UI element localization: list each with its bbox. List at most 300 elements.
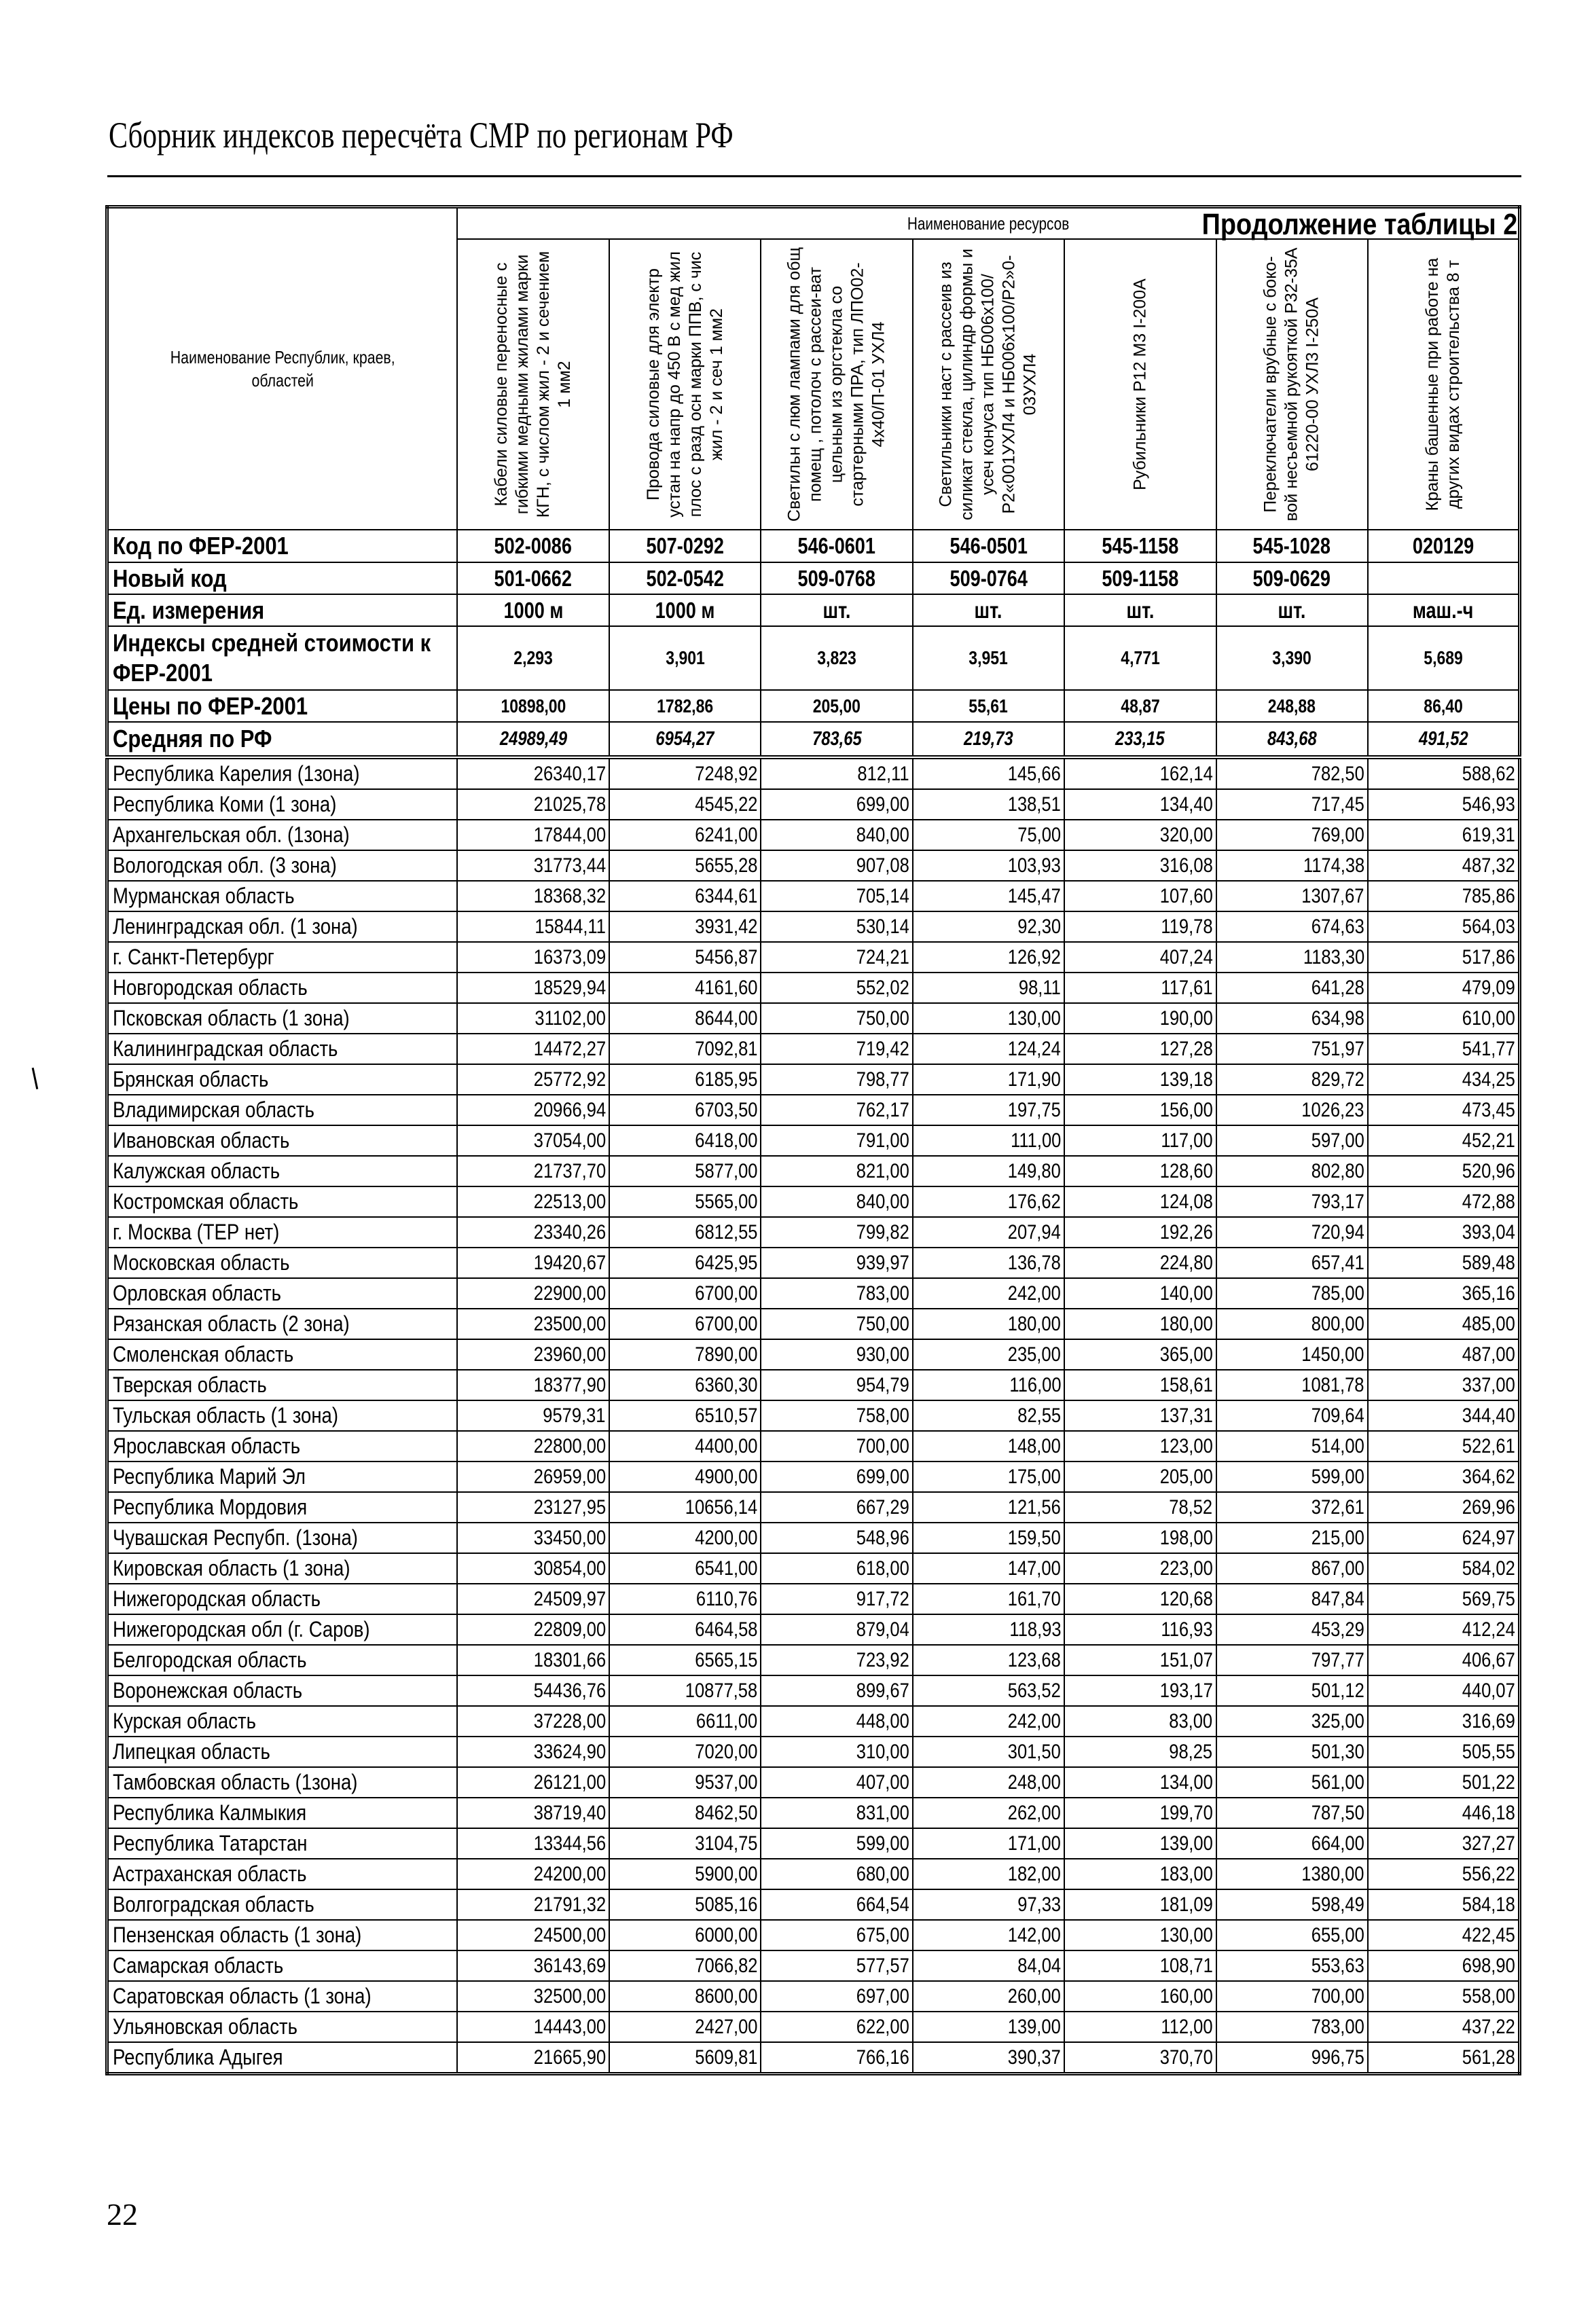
value-cell: 171,00 [913,1828,1064,1859]
value-cell: 907,08 [761,850,912,881]
region-name: Республика Адыгея [107,2042,458,2074]
value-cell: 680,00 [761,1859,912,1889]
meta-cell: 545-1158 [1064,530,1216,562]
region-name: Тамбовская область (1зона) [107,1767,458,1798]
value-cell: 6611,00 [609,1706,761,1737]
value-cell: 879,04 [761,1614,912,1645]
value-cell: 479,09 [1368,973,1520,1003]
value-cell: 6000,00 [609,1920,761,1950]
value-cell: 783,00 [761,1278,912,1309]
meta-cell: 509-0629 [1216,562,1368,594]
resource-column-header: Светильн с люм лампами для общ помещ , потолоч с рассеи-ват цельным из оргстекла со стартерными ПРА, тип ЛПО02-4х40/П-01 УХЛ4 [761,239,912,530]
value-cell: 589,48 [1368,1248,1520,1278]
meta-cell: 509-0764 [913,562,1064,594]
value-cell: 785,86 [1368,881,1520,911]
value-cell: 699,00 [761,789,912,820]
value-cell: 36143,69 [457,1950,609,1981]
meta-cell: 4,771 [1064,626,1216,690]
value-cell: 724,21 [761,942,912,973]
value-cell: 1026,23 [1216,1095,1368,1125]
value-cell: 619,31 [1368,820,1520,850]
meta-cell: 86,40 [1368,690,1520,722]
value-cell: 260,00 [913,1981,1064,2012]
value-cell: 569,75 [1368,1584,1520,1614]
value-cell: 1081,78 [1216,1370,1368,1400]
region-name: Астраханская область [107,1859,458,1889]
value-cell: 5877,00 [609,1156,761,1186]
value-cell: 584,18 [1368,1889,1520,1920]
value-cell: 130,00 [913,1003,1064,1034]
index-table [105,205,1521,2075]
meta-row-label: Цены по ФЕР-2001 [107,690,458,722]
table-row [107,1034,1520,1064]
table-row [107,1889,1520,1920]
page-number: 22 [107,2197,138,2232]
value-cell: 624,97 [1368,1523,1520,1553]
table-row [107,1309,1520,1339]
value-cell: 514,00 [1216,1431,1368,1461]
region-name: Чувашская Респубп. (1зона) [107,1523,458,1553]
value-cell: 541,77 [1368,1034,1520,1064]
value-cell: 23500,00 [457,1309,609,1339]
region-name: Смоленская область [107,1339,458,1370]
value-cell: 448,00 [761,1706,912,1737]
value-cell: 310,00 [761,1737,912,1767]
value-cell: 485,00 [1368,1309,1520,1339]
value-cell: 698,90 [1368,1950,1520,1981]
value-cell: 316,69 [1368,1706,1520,1737]
value-cell: 24500,00 [457,1920,609,1950]
meta-cell: 233,15 [1064,722,1216,757]
value-cell: 4545,22 [609,789,761,820]
value-cell: 700,00 [1216,1981,1368,2012]
region-name: Калужская область [107,1156,458,1186]
meta-cell: 2,293 [457,626,609,690]
meta-cell: 205,00 [761,690,912,722]
region-name: Архангельская обл. (1зона) [107,820,458,850]
table-row [107,1431,1520,1461]
value-cell: 22900,00 [457,1278,609,1309]
value-cell: 111,00 [913,1125,1064,1156]
value-cell: 548,96 [761,1523,912,1553]
value-cell: 655,00 [1216,1920,1368,1950]
value-cell: 183,00 [1064,1859,1216,1889]
value-cell: 766,16 [761,2042,912,2074]
value-cell: 434,25 [1368,1064,1520,1095]
value-cell: 4161,60 [609,973,761,1003]
value-cell: 899,67 [761,1675,912,1706]
value-cell: 156,00 [1064,1095,1216,1125]
table-row [107,911,1520,942]
region-name: Республика Калмыкия [107,1798,458,1828]
value-cell: 83,00 [1064,1706,1216,1737]
value-cell: 829,72 [1216,1064,1368,1095]
margin-mark [32,1068,39,1089]
value-cell: 107,60 [1064,881,1216,911]
region-name: Кировская область (1 зона) [107,1553,458,1584]
value-cell: 793,17 [1216,1186,1368,1217]
value-cell: 176,62 [913,1186,1064,1217]
value-cell: 412,24 [1368,1614,1520,1645]
table-row [107,1553,1520,1584]
value-cell: 18368,32 [457,881,609,911]
value-cell: 180,00 [1064,1309,1216,1339]
value-cell: 6541,00 [609,1553,761,1584]
value-cell: 32500,00 [457,1981,609,2012]
value-cell: 802,80 [1216,1156,1368,1186]
meta-cell: 48,87 [1064,690,1216,722]
value-cell: 148,00 [913,1431,1064,1461]
value-cell: 138,51 [913,789,1064,820]
region-name: Ленинградская обл. (1 зона) [107,911,458,942]
value-cell: 785,00 [1216,1278,1368,1309]
value-cell: 151,07 [1064,1645,1216,1675]
value-cell: 452,21 [1368,1125,1520,1156]
value-cell: 21665,90 [457,2042,609,2074]
value-cell: 406,67 [1368,1645,1520,1675]
value-cell: 123,68 [913,1645,1064,1675]
value-cell: 242,00 [913,1706,1064,1737]
value-cell: 831,00 [761,1798,912,1828]
value-cell: 18301,66 [457,1645,609,1675]
meta-cell: 502-0086 [457,530,609,562]
value-cell: 1174,38 [1216,850,1368,881]
value-cell: 6700,00 [609,1278,761,1309]
region-name: Воронежская область [107,1675,458,1706]
table-row [107,1981,1520,2012]
meta-cell: 1000 м [457,594,609,626]
value-cell: 750,00 [761,1309,912,1339]
meta-cell: 491,52 [1368,722,1520,757]
region-name: Вологодская обл. (3 зона) [107,850,458,881]
table-row [107,1461,1520,1492]
meta-cell: 3,390 [1216,626,1368,690]
value-cell: 517,86 [1368,942,1520,973]
value-cell: 147,00 [913,1553,1064,1584]
value-cell: 136,78 [913,1248,1064,1278]
value-cell: 182,00 [913,1859,1064,1889]
value-cell: 159,50 [913,1523,1064,1553]
region-name: Саратовская область (1 зона) [107,1981,458,2012]
table-row [107,1278,1520,1309]
value-cell: 242,00 [913,1278,1064,1309]
table-row [107,1095,1520,1125]
region-name: Тверская область [107,1370,458,1400]
value-cell: 21025,78 [457,789,609,820]
value-cell: 117,00 [1064,1125,1216,1156]
value-cell: 717,45 [1216,789,1368,820]
value-cell: 139,00 [913,2012,1064,2042]
region-name: Костромская область [107,1186,458,1217]
table-row [107,1859,1520,1889]
table-row [107,2012,1520,2042]
value-cell: 325,00 [1216,1706,1368,1737]
value-cell: 750,00 [761,1003,912,1034]
value-cell: 121,56 [913,1492,1064,1523]
value-cell: 13344,56 [457,1828,609,1859]
value-cell: 344,40 [1368,1400,1520,1431]
meta-cell: 248,88 [1216,690,1368,722]
value-cell: 797,77 [1216,1645,1368,1675]
value-cell: 787,50 [1216,1798,1368,1828]
value-cell: 126,92 [913,942,1064,973]
value-cell: 556,22 [1368,1859,1520,1889]
region-name: Белгородская область [107,1645,458,1675]
meta-cell: 509-1158 [1064,562,1216,594]
region-column-header: Наименование Республик, краев, областей [107,207,458,530]
region-name: Мурманская область [107,881,458,911]
region-name: Самарская область [107,1950,458,1981]
meta-cell: 546-0601 [761,530,912,562]
value-cell: 597,00 [1216,1125,1368,1156]
value-cell: 78,52 [1064,1492,1216,1523]
value-cell: 561,00 [1216,1767,1368,1798]
running-header: Сборник индексов пересчёта СМР по регионам РФ [109,115,734,156]
region-name: Московская область [107,1248,458,1278]
value-cell: 6425,95 [609,1248,761,1278]
value-cell: 723,92 [761,1645,912,1675]
value-cell: 31102,00 [457,1003,609,1034]
value-cell: 667,29 [761,1492,912,1523]
value-cell: 33624,90 [457,1737,609,1767]
meta-row-label: Индексы средней стоимости к ФЕР-2001 [107,626,458,690]
value-cell: 31773,44 [457,850,609,881]
meta-cell: 502-0542 [609,562,761,594]
value-cell: 6700,00 [609,1309,761,1339]
region-name: Калининградская область [107,1034,458,1064]
value-cell: 553,63 [1216,1950,1368,1981]
value-cell: 5900,00 [609,1859,761,1889]
value-cell: 530,14 [761,911,912,942]
table-row [107,1767,1520,1798]
meta-cell: 10898,00 [457,690,609,722]
table-row [107,820,1520,850]
region-name: Ульяновская область [107,2012,458,2042]
meta-cell: 545-1028 [1216,530,1368,562]
value-cell: 22809,00 [457,1614,609,1645]
value-cell: 26340,17 [457,757,609,789]
value-cell: 103,93 [913,850,1064,881]
value-cell: 198,00 [1064,1523,1216,1553]
value-cell: 134,00 [1064,1767,1216,1798]
value-cell: 751,97 [1216,1034,1368,1064]
value-cell: 21737,70 [457,1156,609,1186]
meta-cell: 219,73 [913,722,1064,757]
region-name: Ивановская область [107,1125,458,1156]
value-cell: 14472,27 [457,1034,609,1064]
meta-cell: шт. [913,594,1064,626]
value-cell: 622,00 [761,2012,912,2042]
resource-column-header: Провода силовые для электр устан на напр до 450 В с мед жил плос с разд осн марки ППВ, с чис жил - 2 и сеч 1 мм2 [609,239,761,530]
meta-row [107,530,1520,562]
value-cell: 840,00 [761,1186,912,1217]
region-name: Республика Карелия (1зона) [107,757,458,789]
value-cell: 193,17 [1064,1675,1216,1706]
value-cell: 124,24 [913,1034,1064,1064]
value-cell: 116,93 [1064,1614,1216,1645]
value-cell: 599,00 [761,1828,912,1859]
value-cell: 92,30 [913,911,1064,942]
value-cell: 520,96 [1368,1156,1520,1186]
region-name: Брянская область [107,1064,458,1095]
region-name: Волгоградская область [107,1889,458,1920]
region-name: Псковская область (1 зона) [107,1003,458,1034]
value-cell: 4900,00 [609,1461,761,1492]
value-cell: 337,00 [1368,1370,1520,1400]
value-cell: 137,31 [1064,1400,1216,1431]
value-cell: 175,00 [913,1461,1064,1492]
value-cell: 390,37 [913,2042,1064,2074]
value-cell: 54436,76 [457,1675,609,1706]
value-cell: 26121,00 [457,1767,609,1798]
meta-cell: шт. [1216,594,1368,626]
meta-row [107,690,1520,722]
value-cell: 207,94 [913,1217,1064,1248]
meta-cell: шт. [1064,594,1216,626]
table-row [107,850,1520,881]
resource-column-header: Рубильники Р12 М3 I-200А [1064,239,1216,530]
value-cell: 5565,00 [609,1186,761,1217]
meta-cell: 546-0501 [913,530,1064,562]
value-cell: 97,33 [913,1889,1064,1920]
meta-cell: маш.-ч [1368,594,1520,626]
table-row [107,1400,1520,1431]
value-cell: 199,70 [1064,1798,1216,1828]
value-cell: 269,96 [1368,1492,1520,1523]
value-cell: 501,22 [1368,1767,1520,1798]
value-cell: 117,61 [1064,973,1216,1003]
table-row [107,1064,1520,1095]
value-cell: 18529,94 [457,973,609,1003]
meta-row-label: Средняя по РФ [107,722,458,757]
value-cell: 867,00 [1216,1553,1368,1584]
value-cell: 954,79 [761,1370,912,1400]
region-name: г. Санкт-Петербург [107,942,458,973]
value-cell: 140,00 [1064,1278,1216,1309]
value-cell: 8600,00 [609,1981,761,2012]
value-cell: 33450,00 [457,1523,609,1553]
meta-cell: шт. [761,594,912,626]
value-cell: 2427,00 [609,2012,761,2042]
region-name: Ярославская область [107,1431,458,1461]
value-cell: 365,00 [1064,1339,1216,1370]
value-cell: 7066,82 [609,1950,761,1981]
value-cell: 791,00 [761,1125,912,1156]
meta-row-label: Новый код [107,562,458,594]
meta-cell: 24989,49 [457,722,609,757]
value-cell: 561,28 [1368,2042,1520,2074]
value-cell: 197,75 [913,1095,1064,1125]
value-cell: 552,02 [761,973,912,1003]
value-cell: 134,40 [1064,789,1216,820]
meta-cell [1368,562,1520,594]
value-cell: 840,00 [761,820,912,850]
table-row [107,789,1520,820]
value-cell: 4200,00 [609,1523,761,1553]
region-name: Орловская область [107,1278,458,1309]
value-cell: 161,70 [913,1584,1064,1614]
value-cell: 812,11 [761,757,912,789]
meta-row [107,594,1520,626]
value-cell: 675,00 [761,1920,912,1950]
region-name: Республика Марий Эл [107,1461,458,1492]
value-cell: 6703,50 [609,1095,761,1125]
value-cell: 1450,00 [1216,1339,1368,1370]
table-row [107,942,1520,973]
value-cell: 224,80 [1064,1248,1216,1278]
meta-cell: 55,61 [913,690,1064,722]
value-cell: 664,00 [1216,1828,1368,1859]
meta-cell: 1782,86 [609,690,761,722]
value-cell: 372,61 [1216,1492,1368,1523]
value-cell: 365,16 [1368,1278,1520,1309]
value-cell: 127,28 [1064,1034,1216,1064]
value-cell: 301,50 [913,1737,1064,1767]
value-cell: 4400,00 [609,1431,761,1461]
meta-row-label: Ед. измерения [107,594,458,626]
value-cell: 15844,11 [457,911,609,942]
value-cell: 6241,00 [609,820,761,850]
value-cell: 327,27 [1368,1828,1520,1859]
value-cell: 584,02 [1368,1553,1520,1584]
value-cell: 3931,42 [609,911,761,942]
table-row [107,881,1520,911]
value-cell: 248,00 [913,1767,1064,1798]
value-cell: 145,47 [913,881,1064,911]
value-cell: 996,75 [1216,2042,1368,2074]
region-name: Республика Мордовия [107,1492,458,1523]
meta-cell: 843,68 [1216,722,1368,757]
value-cell: 6812,55 [609,1217,761,1248]
table-row [107,1828,1520,1859]
value-cell: 84,04 [913,1950,1064,1981]
region-name: Нижегородская обл (г. Саров) [107,1614,458,1645]
value-cell: 37228,00 [457,1706,609,1737]
value-cell: 192,26 [1064,1217,1216,1248]
value-cell: 262,00 [913,1798,1064,1828]
value-cell: 487,00 [1368,1339,1520,1370]
value-cell: 180,00 [913,1309,1064,1339]
value-cell: 124,08 [1064,1186,1216,1217]
value-cell: 5085,16 [609,1889,761,1920]
table-row [107,1217,1520,1248]
value-cell: 149,80 [913,1156,1064,1186]
value-cell: 9579,31 [457,1400,609,1431]
value-cell: 598,49 [1216,1889,1368,1920]
value-cell: 6418,00 [609,1125,761,1156]
value-cell: 800,00 [1216,1309,1368,1339]
value-cell: 1307,67 [1216,881,1368,911]
value-cell: 6344,61 [609,881,761,911]
meta-cell: 1000 м [609,594,761,626]
region-name: Республика Коми (1 зона) [107,789,458,820]
meta-cell: 3,901 [609,626,761,690]
value-cell: 720,94 [1216,1217,1368,1248]
value-cell: 128,60 [1064,1156,1216,1186]
resource-column-header: Светильники наст с рассеив из силикат стекла, цилиндр формы и усеч конуса тип НБ006х100/Р2«001УХЛ4 и НБ006х100/Р2»0-03УХЛ4 [913,239,1064,530]
value-cell: 1380,00 [1216,1859,1368,1889]
value-cell: 20966,94 [457,1095,609,1125]
value-cell: 437,22 [1368,2012,1520,2042]
value-cell: 522,61 [1368,1431,1520,1461]
value-cell: 364,62 [1368,1461,1520,1492]
region-name: Липецкая область [107,1737,458,1767]
value-cell: 205,00 [1064,1461,1216,1492]
header-rule [107,175,1521,177]
value-cell: 769,00 [1216,820,1368,850]
meta-cell: 6954,27 [609,722,761,757]
region-name: Новгородская область [107,973,458,1003]
